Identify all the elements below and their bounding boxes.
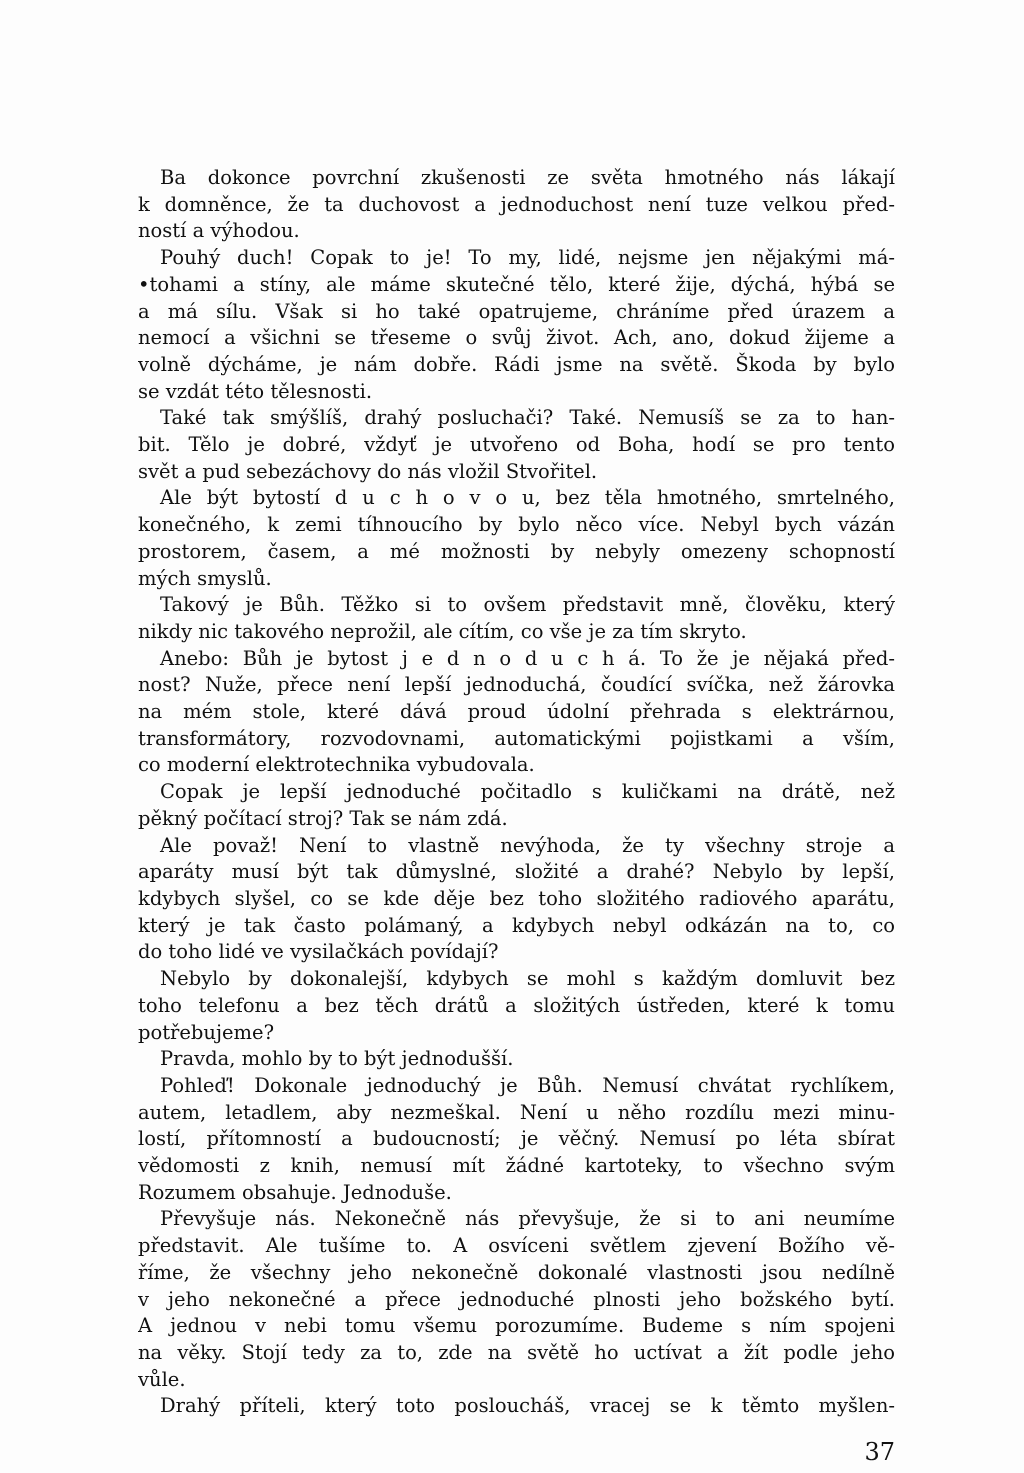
text-line: představit. Ale tušíme to. A osvíceni světlem zjevení Božího vě-	[138, 1234, 895, 1258]
text-line: kdybych slyšel, co se kde děje bez toho složitého radiového aparátu,	[138, 886, 895, 910]
text-line: Anebo: Bůh je bytost j e d n o d u c h á. To že je nějaká před-	[160, 646, 895, 670]
text-line: nemocí a všichni se třeseme o svůj život. Ach, ano, dokud žijeme a	[138, 326, 895, 350]
text-line: Nebylo by dokonalejší, kdybych se mohl s každým domluvit bez	[160, 967, 895, 991]
text-line: říme, že všechny jeho nekonečně dokonalé vlastnosti jsou nedílně	[138, 1260, 895, 1284]
text-line: v jeho nekonečné a přece jednoduché plnosti jeho božského bytí.	[138, 1287, 895, 1311]
text-line: Pravda, mohlo by to být jednodušší.	[160, 1047, 514, 1071]
text-line: pěkný počítací stroj? Tak se nám zdá.	[138, 806, 508, 830]
text-line: autem, letadlem, aby nezmeškal. Není u něho rozdílu mezi minu-	[138, 1100, 895, 1124]
text-line: Převyšuje nás. Nekonečně nás převyšuje, že si to ani neumíme	[160, 1207, 895, 1231]
text-line: mých smyslů.	[138, 566, 272, 590]
page-number: 37	[864, 1438, 895, 1466]
text-line: Ale považ! Není to vlastně nevýhoda, že ty všechny stroje a	[160, 833, 895, 857]
text-line: Pouhý duch! Copak to je! To my, lidé, nejsme jen nějakými má-	[160, 246, 895, 270]
text-line: prostorem, časem, a mé možnosti by nebyly omezeny schopností	[138, 539, 895, 563]
text-line: Rozumem obsahuje. Jednoduše.	[138, 1180, 452, 1204]
text-line: Copak je lepší jednoduché počitadlo s kuličkami na drátě, než	[160, 780, 895, 804]
text-line: Pohleď! Dokonale jednoduchý je Bůh. Nemusí chvátat rychlíkem,	[160, 1073, 895, 1097]
text-line: a má sílu. Však si ho také opatrujeme, chráníme před úrazem a	[138, 299, 895, 323]
text-line: A jednou v nebi tomu všemu porozumíme. Budeme s ním spojeni	[138, 1314, 895, 1338]
text-line: nikdy nic takového neprožil, ale cítím, co vše je za tím skryto.	[138, 619, 747, 643]
text-line: konečného, k zemi tíhnoucího by bylo něco více. Nebyl bych vázán	[138, 513, 895, 537]
text-line: lostí, přítomností a budoucností; je věčný. Nemusí po léta sbírat	[138, 1127, 895, 1151]
text-line: k domněnce, že ta duchovost a jednoduchost není tuze velkou před-	[138, 192, 895, 216]
body-text	[138, 165, 895, 1420]
text-line: co moderní elektrotechnika vybudovala.	[138, 753, 535, 777]
text-line: nost? Nuže, přece není lepší jednoduchá, čoudící svíčka, než žárovka	[138, 673, 895, 697]
text-line: ností a výhodou.	[138, 219, 300, 243]
text-line: aparáty musí být tak důmyslné, složité a drahé? Nebylo by lepší,	[138, 860, 895, 884]
text-line: potřebujeme?	[138, 1020, 275, 1044]
text-line: volně dýcháme, je nám dobře. Rádi jsme na světě. Škoda by bylo	[138, 352, 895, 376]
text-line: Ale být bytostí d u c h o v o u, bez těla hmotného, smrtelného,	[160, 486, 895, 510]
text-line: který je tak často polámaný, a kdybych nebyl odkázán na to, co	[138, 913, 895, 937]
text-line: •tohami a stíny, ale máme skutečné tělo, které žije, dýchá, hýbá se	[138, 272, 895, 296]
text-line: Také tak smýšlíš, drahý posluchači? Také. Nemusíš se za to han-	[160, 406, 895, 430]
text-line: Ba dokonce povrchní zkušenosti ze světa hmotného nás lákají	[160, 166, 895, 189]
text-line: na mém stole, které dává proud údolní přehrada s elektrárnou,	[138, 700, 895, 724]
text-line: na věky. Stojí tedy za to, zde na světě ho uctívat a žít podle jeho	[138, 1340, 895, 1364]
text-line: vědomosti z knih, nemusí mít žádné kartoteky, to všechno svým	[138, 1154, 895, 1178]
text-line: se vzdát této tělesnosti.	[138, 379, 373, 403]
text-line: toho telefonu a bez těch drátů a složitých ústředen, které k tomu	[138, 993, 895, 1017]
text-line: do toho lidé ve vysilačkách povídají?	[138, 940, 499, 964]
text-line: Drahý příteli, který toto posloucháš, vracej se k těmto myšlen-	[160, 1394, 895, 1418]
text-line: transformátory, rozvodovnami, automatickými pojistkami a vším,	[138, 726, 895, 750]
text-line: svět a pud sebezáchovy do nás vložil Stvořitel.	[138, 459, 598, 483]
text-line: Takový je Bůh. Těžko si to ovšem představit mně, člověku, který	[160, 593, 895, 617]
text-line: vůle.	[138, 1367, 186, 1391]
text-line: bit. Tělo je dobré, vždyť je utvořeno od Boha, hodí se pro tento	[138, 433, 895, 457]
